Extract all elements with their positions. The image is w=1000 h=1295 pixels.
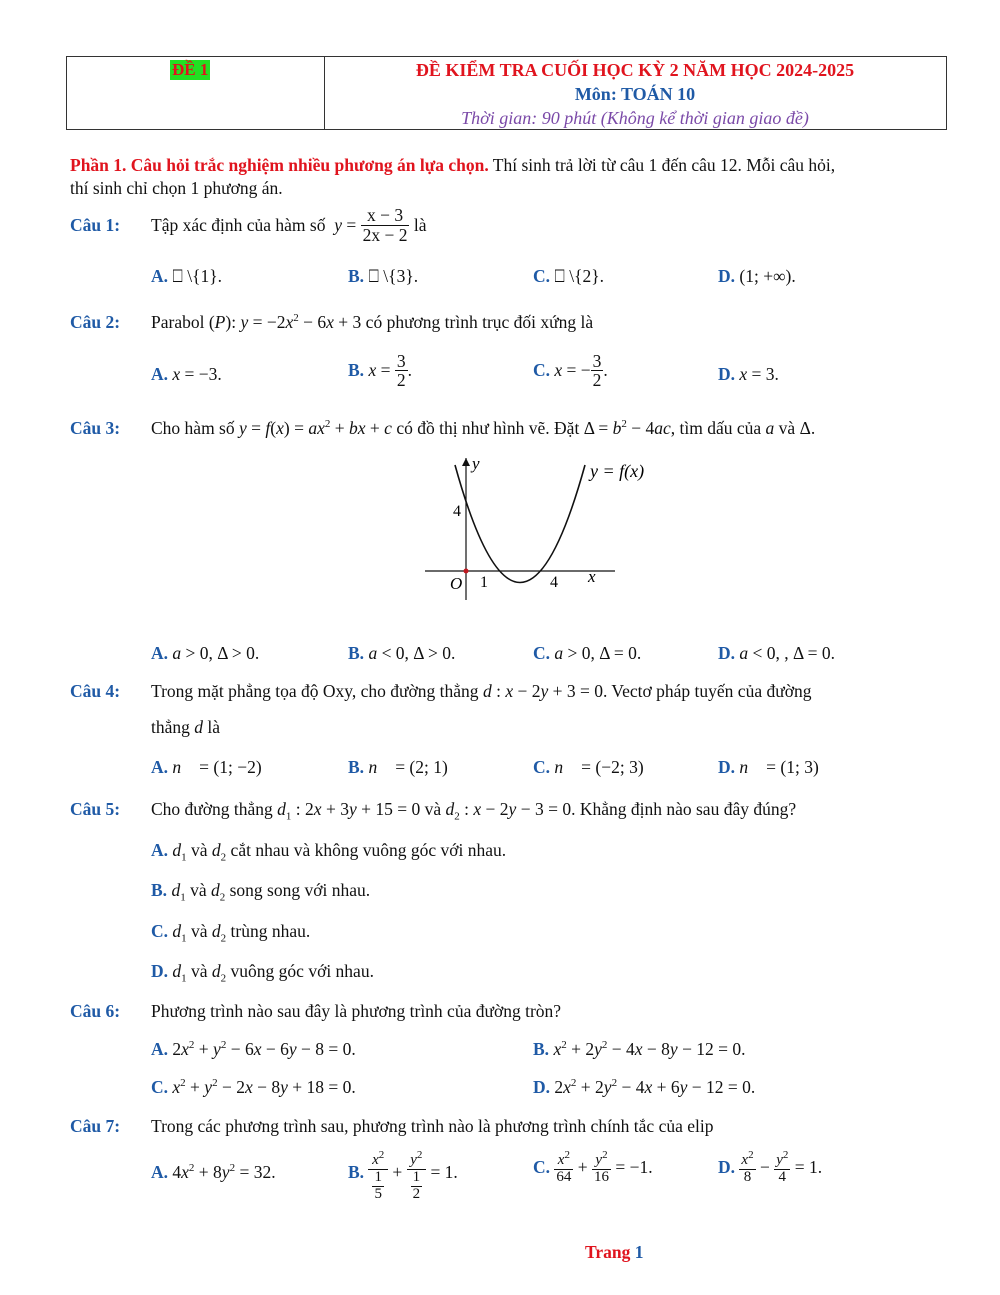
- q7-option-b[interactable]: B. $x^2$ 1 5 + $y^2$ 1 2 = 1.: [348, 1149, 458, 1202]
- exam-title: ĐỀ KIỂM TRA CUỐI HỌC KỲ 2 NĂM HỌC 2024-2025: [415, 60, 855, 80]
- part1-heading: Phần 1. Câu hỏi trắc nghiệm nhiều phương án lựa chọn.: [70, 155, 489, 175]
- q5-option-d[interactable]: D. $d_1$ và $d_2$ vuông góc với nhau.: [151, 961, 374, 985]
- q3-option-b[interactable]: B. a < 0, Δ > 0.: [348, 643, 456, 663]
- q4-option-c[interactable]: C. n⃗ = (−2; 3): [533, 757, 644, 777]
- exam-code: ĐỀ 1: [172, 60, 209, 79]
- q2-option-d[interactable]: D. x = 3.: [718, 364, 779, 384]
- q1-option-a[interactable]: A. ⎕ \{1}.: [151, 266, 223, 286]
- exam-time: Thời gian: 90 phút (Không kể thời gian giao đề): [461, 108, 809, 128]
- q2-option-b[interactable]: B. x = $\frac{3}{2}$ .: [348, 351, 412, 391]
- page-number: 1: [634, 1242, 644, 1262]
- q7-option-a[interactable]: A. $4x^2 + 8y^2 = 32$.: [151, 1162, 276, 1182]
- q7-text: Trong các phương trình sau, phương trình nào là phương trình chính tắc của elip: [151, 1116, 714, 1136]
- q6-option-c[interactable]: C. $x^2 + y^2 - 2x - 8y + 18 = 0$.: [151, 1077, 356, 1097]
- q4-option-b[interactable]: B. n⃗ = (2; 1): [348, 757, 448, 777]
- q5-option-c[interactable]: C. $d_1$ và $d_2$ trùng nhau.: [151, 921, 311, 945]
- q3-text: Cho hàm số $y = f(x) = ax^2$ + bx + c có đồ thị như hình vẽ. Đặt $\Delta = b^2 - 4ac$, tìm dấu của a và Δ.: [151, 418, 816, 438]
- q1-text: Tập xác định của hàm số y = $\frac{x - 3}{2x - 2}$ là: [151, 205, 427, 245]
- q3-option-c[interactable]: C. a > 0, Δ = 0.: [533, 643, 642, 663]
- q3-label: Câu 3:: [70, 418, 121, 438]
- q1-label: Câu 1:: [70, 215, 121, 235]
- function-label: y = f(x): [590, 461, 645, 481]
- q4-option-d[interactable]: D. n⃗ = (1; 3): [718, 757, 819, 777]
- origin-label: O: [450, 574, 463, 593]
- y-tick-4: 4: [453, 503, 461, 520]
- q6-text: Phương trình nào sau đây là phương trình của đường tròn?: [151, 1001, 562, 1021]
- q1-fraction: $\frac{x - 3}{2x - 2}$: [362, 205, 408, 245]
- q7-label: Câu 7:: [70, 1116, 121, 1136]
- parabola-graph: [420, 450, 680, 610]
- q6-option-a[interactable]: A. $2x^2 + y^2 - 6x - 6y - 8 = 0$.: [151, 1039, 356, 1059]
- q4-text-line2: thẳng d là: [151, 717, 221, 737]
- exam-subject: Môn: TOÁN 10: [574, 84, 696, 104]
- y-axis-arrow-icon: [462, 458, 470, 466]
- q4-text: Trong mặt phẳng tọa độ Oxy, cho đường thẳng d : x − 2y + 3 = 0. Vectơ pháp tuyến của đường: [151, 681, 812, 701]
- q1-option-d[interactable]: D. (1; +∞).: [718, 266, 796, 286]
- page-label: Trang: [585, 1242, 631, 1262]
- x-axis-label: x: [588, 567, 596, 586]
- part1-line1: [70, 155, 835, 176]
- part1-instruction: Thí sinh trả lời từ câu 1 đến câu 12. Mỗi câu hỏi,: [488, 155, 836, 175]
- y-axis-label: y: [472, 454, 480, 473]
- q5-option-a[interactable]: A. $d_1$ và $d_2$ cắt nhau và không vuông góc với nhau.: [151, 840, 507, 864]
- q2-option-c[interactable]: C. x = − $\frac{3}{2}$ .: [533, 351, 608, 391]
- q5-label: Câu 5:: [70, 799, 121, 819]
- q7-option-d[interactable]: D. $\frac{x^2}{8}$ − $\frac{y^2}{4}$ = 1.: [718, 1149, 823, 1185]
- q4-option-a[interactable]: A. n⃗ = (1; −2): [151, 757, 262, 777]
- q3-option-d[interactable]: D. a < 0, , Δ = 0.: [718, 643, 836, 663]
- q3-option-a[interactable]: A. a > 0, Δ > 0.: [151, 643, 260, 663]
- q5-option-b[interactable]: B. $d_1$ và $d_2$ song song với nhau.: [151, 880, 371, 904]
- page-footer: [585, 1242, 644, 1263]
- q1-option-b[interactable]: B. ⎕ \{3}.: [348, 266, 419, 286]
- q2-label: Câu 2:: [70, 312, 121, 332]
- q6-option-b[interactable]: B. $x^2 + 2y^2 - 4x - 8y - 12 = 0$.: [533, 1039, 746, 1059]
- q7-option-c[interactable]: C. $\frac{x^2}{64}$ + $\frac{y^2}{16}$ = −1.: [533, 1149, 653, 1185]
- x-tick-4: 4: [550, 574, 558, 591]
- q2-option-a[interactable]: A. x = −3.: [151, 364, 222, 384]
- q2-text: Parabol (P): $y = -2x^2 - 6x + 3$ có phương trình trục đối xứng là: [151, 312, 594, 332]
- part1-instruction-2: thí sinh chỉ chọn 1 phương án.: [70, 178, 283, 198]
- q6-label: Câu 6:: [70, 1001, 121, 1021]
- q1-option-c[interactable]: C. ⎕ \{2}.: [533, 266, 605, 286]
- q4-label: Câu 4:: [70, 681, 121, 701]
- parabola-curve: [455, 465, 585, 583]
- x-tick-1: 1: [480, 574, 488, 591]
- q5-text: Cho đường thẳng $d_1$ : 2x + 3y + 15 = 0 và $d_2$ : x − 2y − 3 = 0. Khẳng định nào sau đây đúng?: [151, 799, 797, 823]
- origin-point: [464, 569, 469, 574]
- q6-option-d[interactable]: D. $2x^2 + 2y^2 - 4x + 6y - 12 = 0$.: [533, 1077, 756, 1097]
